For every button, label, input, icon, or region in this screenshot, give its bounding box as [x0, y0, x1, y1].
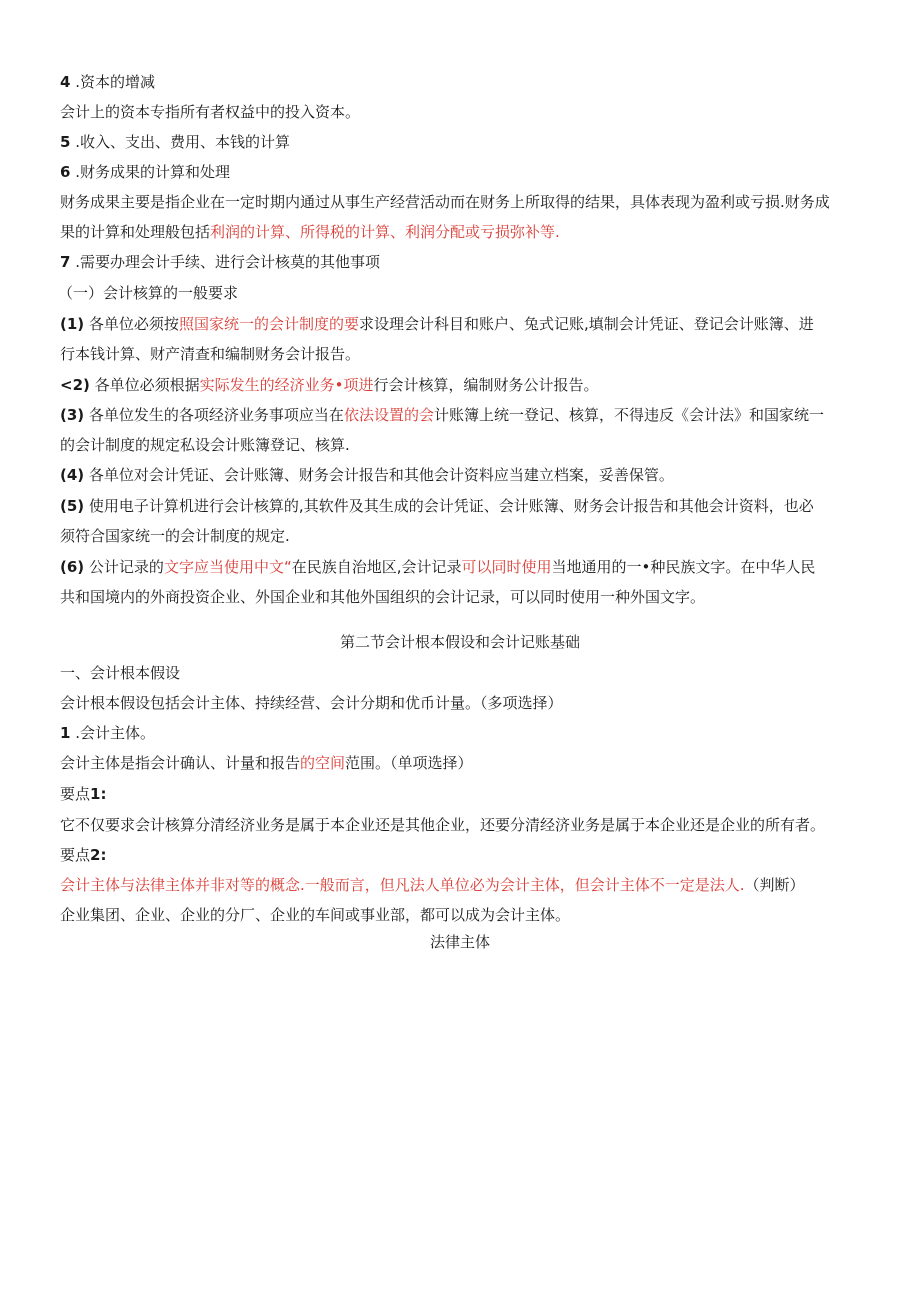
item-4: [60, 72, 155, 92]
item-text: .财务成果的计算和处理: [70, 163, 230, 181]
section-heading: 一、会计根本假设: [60, 664, 181, 682]
item-number: 4: [60, 73, 71, 91]
text-span: 要点: [60, 785, 91, 803]
item-number: 5: [60, 133, 71, 151]
item-text: .资本的增减: [70, 73, 155, 91]
text-span: 果的计算和处理般包括: [60, 223, 211, 241]
requirement-6: [60, 557, 815, 577]
paragraph: 它不仅要求会计核算分清经济业务是属于本企业还是其他企业，还要分清经济业务是属于本企业还是企业的所有者。: [60, 816, 826, 834]
item-5: [60, 132, 290, 152]
requirement-3: [60, 405, 824, 425]
key-point-1-label: [60, 784, 106, 804]
highlight-text: 照国家统一的会计制度的要: [178, 315, 359, 333]
highlight-text: 利润的计算、所得税的计算、利润分配或亏损弥补等.: [210, 223, 560, 241]
text-span: 当地通用的一•种民族文字。在中华人民: [551, 558, 816, 576]
requirement-3-cont: 的会计制度的规定私设会计账簿登记、核算.: [60, 436, 350, 454]
text-span: 范围。（单项选择）: [345, 754, 473, 772]
text-span: 会计主体是指会计确认、计量和报告: [60, 754, 301, 772]
requirement-5-cont: 须符合国家统一的会计制度的规定.: [60, 527, 290, 545]
highlight-text: 可以同时使用: [461, 558, 552, 576]
requirement-4: [60, 465, 674, 485]
paragraph: 会计根本假设包括会计主体、持续经营、会计分期和优币计量。（多项选择）: [60, 694, 563, 712]
requirement-6-cont: 共和国境内的外商投资企业、外国企业和其他外国组织的会计记录，可以同时使用一种外国文字。: [60, 588, 706, 606]
section-title: 第二节会计根本假设和会计记账基础: [339, 633, 580, 651]
paragraph: 财务成果主要是指企业在一定时期内通过从事生产经营活动而在财务上所取得的结果，具体表现为盈利或亏损.财务成: [60, 193, 830, 211]
requirement-number: (6): [60, 558, 85, 576]
paragraph: [60, 753, 473, 773]
requirement-2: [60, 375, 599, 395]
requirement-number: (3): [60, 406, 85, 424]
text-span: 各单位对会计凭证、会计账簿、财务会计报告和其他会计资料应当建立档案，妥善保管。: [84, 466, 674, 484]
text-span: 使用电子计算机进行会计核算的,其软件及其生成的会计凭证、会计账簿、财务会计报告和其他会计资料，也必: [84, 497, 814, 515]
requirement-number: (5): [60, 497, 85, 515]
highlight-text: 依法设置的会: [343, 406, 434, 424]
paragraph: 会计上的资本专指所有者权益中的投入资本。: [60, 103, 361, 121]
item-6: [60, 162, 230, 182]
text-span: 各单位必须按: [84, 315, 179, 333]
key-point-2-label: [60, 845, 106, 865]
requirement-1-cont: 行本钱计算、财产清查和编制财务会计报告。: [60, 345, 361, 363]
requirement-5: [60, 496, 814, 516]
requirement-number: <2): [60, 376, 90, 394]
highlight-text: 的空间: [300, 754, 346, 772]
text-span: （判断）: [744, 876, 805, 894]
text-span: 计账簿上统一登记、核算，不得违反《会计法》和国家统一: [433, 406, 824, 424]
item-text: .会计主体。: [70, 724, 155, 742]
item-number: 7: [60, 253, 71, 271]
requirement-number: (4): [60, 466, 85, 484]
requirement-1: [60, 314, 814, 334]
item-text: .需要办理会计手续、进行会计核莫的其他事项: [70, 253, 380, 271]
subheading: （一）会计核算的一般要求: [58, 284, 239, 302]
item-number: 1: [60, 724, 71, 742]
centered-label: 法律主体: [429, 933, 490, 951]
text-span: 求设理会计科目和账户、兔式记账,填制会计凭证、登记会计账簿、进: [358, 315, 814, 333]
key-point-number: 2:: [90, 846, 107, 864]
item-7: [60, 252, 380, 272]
text-span: 行会计核算，编制财务公计报告。: [373, 376, 599, 394]
paragraph: [60, 875, 805, 895]
text-span: 在民族自治地区,会计记录: [291, 558, 462, 576]
highlight-text: 实际发生的经济业务•项进: [199, 376, 374, 394]
text-span: 各单位必须根据: [89, 376, 200, 394]
key-point-number: 1:: [90, 785, 107, 803]
text-span: 各单位发生的各项经济业务事项应当在: [84, 406, 344, 424]
requirement-number: (1): [60, 315, 85, 333]
paragraph: [60, 222, 560, 242]
highlight-text: 会计主体与法律主体并非对等的概念.一般而言，但凡法人单位必为会计主体，但会计主体不一定是法人.: [60, 876, 745, 894]
text-span: 要点: [60, 846, 91, 864]
item-text: .收入、支出、费用、本钱的计算: [70, 133, 290, 151]
text-span: 公计记录的: [84, 558, 164, 576]
paragraph: 企业集团、企业、企业的分厂、企业的车间或事业部，都可以成为会计主体。: [60, 906, 571, 924]
item-number: 6: [60, 163, 71, 181]
item-1: [60, 723, 155, 743]
highlight-text: 文字应当使用中文“: [163, 558, 292, 576]
